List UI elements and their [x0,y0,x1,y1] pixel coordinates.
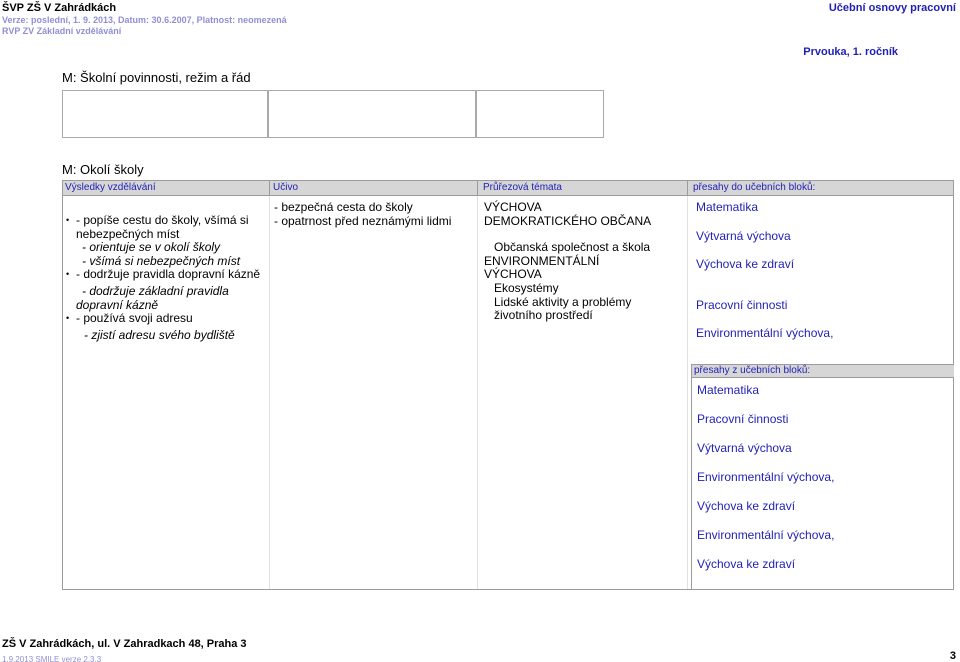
transfer-link[interactable]: Výtvarná výchova [697,441,792,455]
content-item: - bezpečná cesta do školy [274,200,413,214]
transfers-from-header [692,365,954,378]
outcome-item [66,312,260,326]
column-divider [687,196,688,589]
bullet-icon: • [66,269,70,280]
header-outcomes: Výsledky vzdělávání [65,182,156,193]
content-item: - opatrnost před neznámými lidmi [274,213,452,228]
section-title-school-surroundings: M: Okolí školy [62,162,144,177]
sub-outcome: - orientuje se v okolí školy [82,240,221,255]
transfer-link[interactable]: Environmentální výchova, [696,326,834,340]
transfer-link[interactable]: Matematika [696,200,759,214]
theme-item: Ekosystémy [494,280,559,295]
transfer-link[interactable]: Výtvarná výchova [696,228,791,243]
theme-heading: VÝCHOVA [484,200,542,214]
column-divider [687,181,688,196]
table-header-row [63,181,953,196]
transfers-to-list [696,200,833,340]
subject-grade: Prvouka, 1. ročník [803,46,898,58]
column-divider [269,196,270,589]
theme-heading: VÝCHOVA [484,267,542,282]
transfer-link[interactable]: Pracovní činnosti [697,412,789,426]
column-divider [477,196,478,589]
empty-cell-outcomes [62,90,268,138]
transfer-link[interactable]: Environmentální výchova, [697,470,835,484]
transfers-from-list [697,383,834,571]
themes-list [484,201,651,323]
sub-outcome-cont: dopravní kázně [76,297,159,312]
footer-school-address: ZŠ V Zahrádkách, ul. V Zahradkach 48, Praha 3 [2,638,247,650]
bullet-icon: • [66,313,70,324]
header-content: Učivo [273,182,299,193]
section-title-school-duties: M: Školní povinnosti, režim a řád [62,70,251,85]
rvp-info: RVP ZV Základní vzdělávání [2,26,122,36]
header-transfers-to: přesahy do učebních bloků: [693,182,816,193]
sub-outcome: - všímá si nebezpečných míst [82,253,241,268]
transfers-from-title: přesahy z učebních bloků: [694,365,811,376]
page-number: 3 [949,650,956,662]
theme-heading: ENVIRONMENTÁLNÍ [484,253,600,268]
outcomes-list [66,214,260,342]
outcome-text: - dodržuje pravidla dopravní kázně [76,267,261,282]
outcome-item [66,268,260,282]
outcome-text: - používá svoji adresu [76,311,193,326]
sub-outcome: - zjistí adresu svého bydliště [84,327,235,342]
document-title: ŠVP ZŠ V Zahrádkách [2,2,117,14]
transfer-link[interactable]: Výchova ke zdraví [696,257,795,271]
footer-version: 1.9.2013 SMILE verze 2.3.3 [2,655,102,662]
outcome-text: - popíše cestu do školy, všímá si [76,213,249,227]
theme-item: Lidské aktivity a problémy [494,294,632,309]
column-divider [477,181,478,196]
theme-item: Občanská společnost a škola [494,240,651,255]
empty-cell-themes [476,90,604,138]
transfer-link[interactable]: Pracovní činnosti [696,298,788,312]
transfer-link[interactable]: Výchova ke zdraví [697,557,796,571]
transfers-from-block [691,364,953,589]
header-themes: Průřezová témata [483,182,562,193]
document-type: Učební osnovy pracovní [828,2,956,14]
transfer-link[interactable]: Výchova ke zdraví [697,499,796,513]
curriculum-table [62,180,954,590]
theme-heading: DEMOKRATICKÉHO OBČANA [484,213,652,228]
transfer-link[interactable]: Matematika [697,383,760,397]
outcome-item [66,214,260,228]
empty-cell-content [268,90,476,138]
sub-outcome: - dodržuje základní pravidla [82,283,229,298]
column-divider [269,181,270,196]
content-list [274,201,451,228]
bullet-icon: • [66,215,70,225]
version-info: Verze: poslední, 1. 9. 2013, Datum: 30.6.2007, Platnost: neomezená [2,15,287,25]
outcome-text-cont: nebezpečných míst [76,226,180,241]
transfer-link[interactable]: Environmentální výchova, [697,528,835,542]
theme-item: životního prostředí [494,308,593,323]
